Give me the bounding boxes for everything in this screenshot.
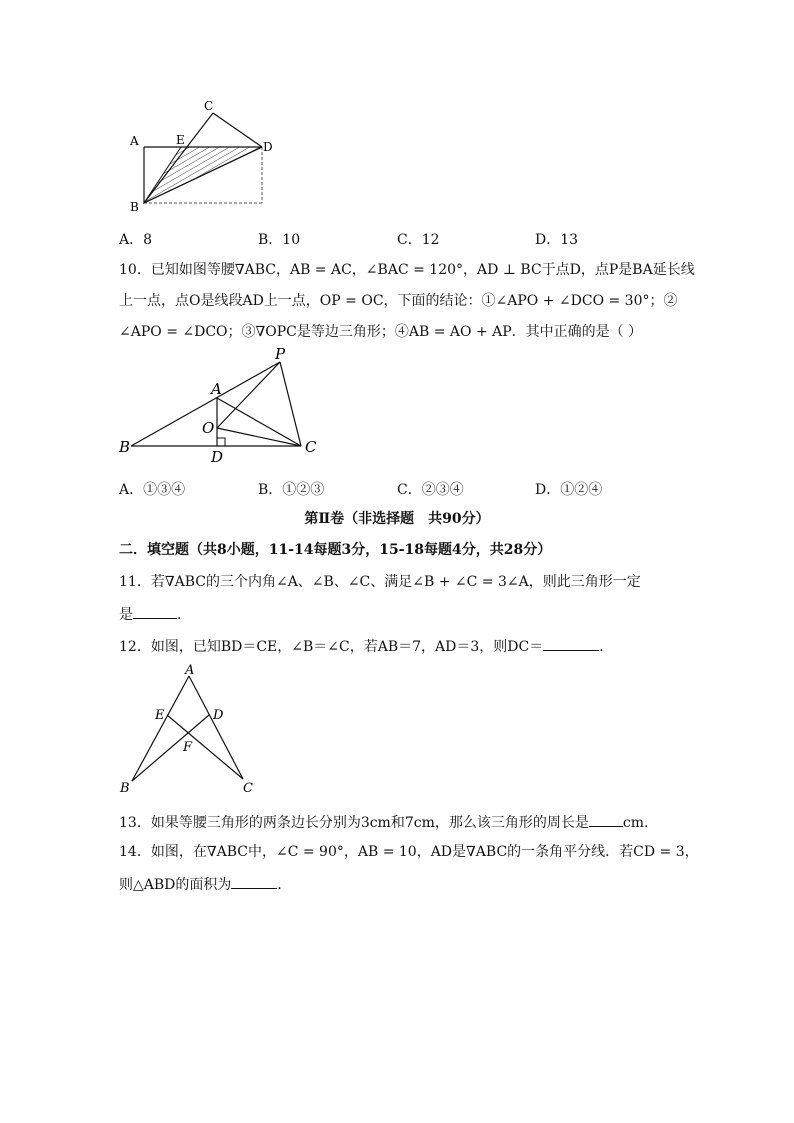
q11-suffix: ．	[177, 607, 191, 623]
label-A: A	[130, 134, 139, 148]
label-E: E	[176, 133, 185, 147]
q13-text: 13．如果等腰三角形的两条边长分别为3cm和7cm，那么该三角形的周长是	[119, 815, 589, 831]
line-CD	[213, 113, 262, 147]
q9-option-d[interactable]: D．13	[535, 232, 579, 248]
label-E: E	[155, 708, 165, 723]
label-B: B	[119, 438, 131, 456]
q10-option-b[interactable]: B．①②③	[258, 482, 325, 498]
q10-line1: 10．已知如图等腰∇ABC，AB = AC，∠BAC = 120°，AD ⊥ BC于点D，点P是BA延长线	[119, 262, 695, 278]
q12-answer-blank[interactable]	[543, 636, 599, 651]
q10-option-d[interactable]: D．①②④	[535, 482, 603, 498]
q12-text: 12．如图，已知BD＝CE，∠B＝∠C，若AB＝7，AD＝3，则DC＝	[119, 639, 544, 655]
q9-figure	[124, 98, 284, 213]
label-B: B	[120, 781, 130, 796]
label-A: A	[185, 663, 195, 678]
label-D: D	[211, 448, 224, 465]
q10-option-a[interactable]: A．①③④	[119, 482, 186, 498]
q11-answer-blank[interactable]	[133, 604, 177, 619]
label-D: D	[263, 140, 273, 154]
q12-suffix: ．	[599, 639, 614, 655]
line-OP	[217, 362, 280, 428]
q10-line3: ∠APO = ∠DCO；③∇OPC是等边三角形；④AB = AO + AP．其中正确的是（ ）	[119, 324, 643, 340]
right-angle-mark	[217, 438, 225, 446]
q11-prefix: 是	[119, 607, 133, 623]
q11-line1: 11．若∇ABC的三个内角∠A、∠B、∠C、满足∠B + ∠C = 3∠A，则此三角形一定	[119, 574, 641, 590]
line-PC	[280, 362, 301, 446]
q13-line	[119, 812, 648, 832]
q12-figure	[115, 662, 265, 797]
line-AB	[132, 676, 189, 781]
q9-option-a[interactable]: A．8	[119, 232, 153, 248]
label-P: P	[275, 345, 286, 363]
label-C: C	[243, 781, 253, 796]
line-AC	[189, 676, 243, 779]
label-D: D	[213, 708, 224, 723]
q14-answer-blank[interactable]	[231, 874, 277, 889]
q14-line2	[119, 874, 291, 894]
label-A: A	[211, 380, 222, 398]
label-C: C	[204, 99, 214, 113]
q10-figure	[115, 345, 330, 465]
q9-option-b[interactable]: B．10	[258, 232, 301, 248]
line-OC	[217, 428, 301, 446]
q10-line2: 上一点，点O是线段AD上一点，OP = OC，下面的结论：①∠APO + ∠DCO = 30°；②	[119, 293, 678, 309]
label-B: B	[130, 200, 139, 213]
label-C: C	[305, 438, 317, 456]
q9-option-c[interactable]: C．12	[397, 232, 440, 248]
q11-line2	[119, 604, 191, 624]
q14-suffix: ．	[277, 877, 292, 893]
label-O: O	[202, 419, 215, 437]
line-CE	[167, 715, 243, 779]
q13-answer-blank[interactable]	[589, 812, 623, 827]
section-title: 第Ⅱ卷（非选择题 共90分）	[304, 511, 490, 527]
q13-suffix: cm.	[622, 815, 649, 831]
q14-line1: 14．如图，在∇ABC中，∠C = 90°，AB = 10，AD是∇ABC的一条角平分线．若CD = 3，	[119, 844, 699, 860]
label-F: F	[183, 740, 193, 755]
line-AC	[217, 398, 301, 446]
q14-prefix: 则△ABD的面积为	[119, 877, 232, 893]
fill-in-heading: 二．填空题（共8小题，11-14每题3分，15-18每题4分，共28分）	[119, 542, 552, 558]
q10-option-c[interactable]: C．②③④	[397, 482, 464, 498]
line-BD	[132, 715, 209, 781]
q12-line	[119, 636, 613, 656]
